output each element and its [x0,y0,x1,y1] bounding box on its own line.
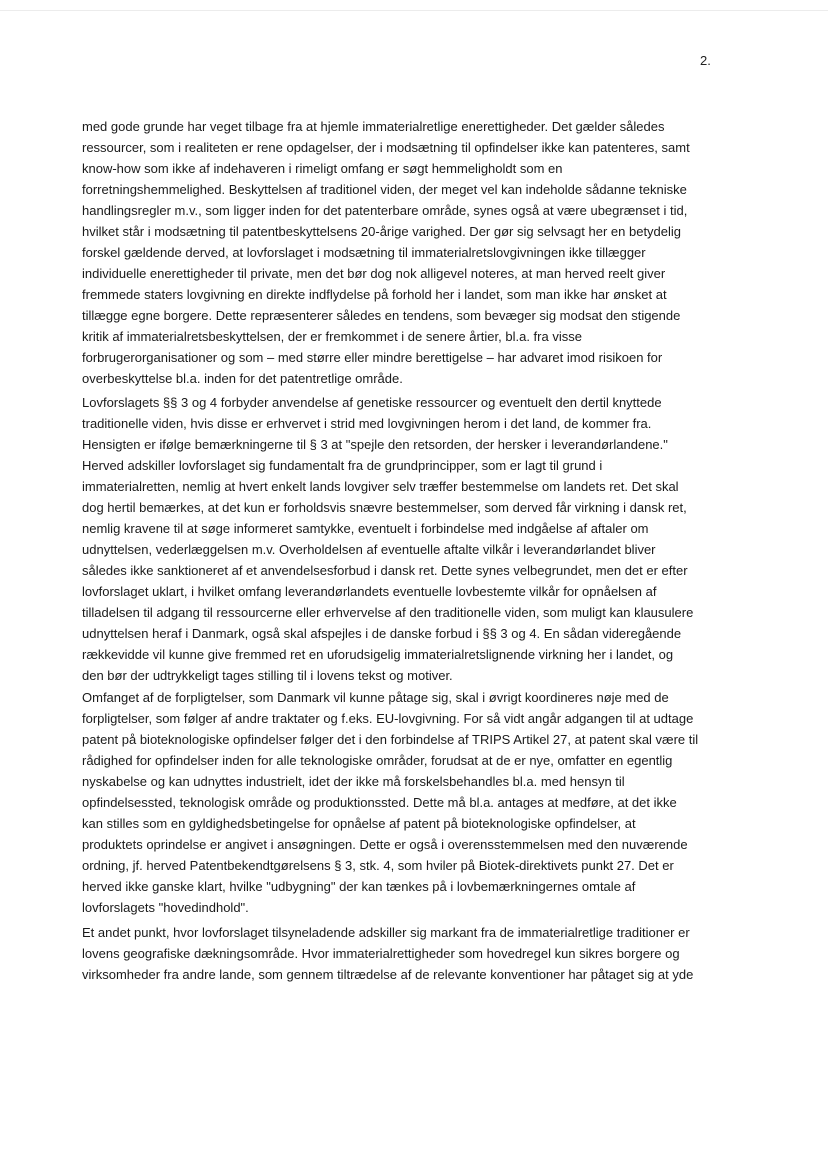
text-line: know-how som ikke af indehaveren i rimeligt omfang er søgt hemmeligholdt som en [82,161,563,176]
text-line: forpligtelser, som følger af andre traktater og f.eks. EU-lovgivning. For så vidt angår adgangen til at udtage [82,711,694,726]
text-line: med gode grunde har veget tilbage fra at hjemle immaterialretlige enerettigheder. Det gælder således [82,119,665,134]
text-line: ressourcer, som i realiteten er rene opdagelser, der i modsætning til opfindelser ikke kan patenteres, samt [82,140,690,155]
page-top-edge [0,10,828,11]
text-line: dog hertil bemærkes, at det kun er forholdsvis snævre bestemmelser, som derved får virkning i dansk ret, [82,500,687,515]
text-line: Omfanget af de forpligtelser, som Danmark vil kunne påtage sig, skal i øvrigt koordineres nøje med de [82,690,669,705]
text-line: udnyttelsen, vederlæggelsen m.v. Overholdelsen af eventuelle aftalte vilkår i leverandørlandet bliver [82,542,656,557]
text-line: produktets oprindelse er angivet i ansøgningen. Dette er også i overensstemmelsen med den nuværende [82,837,688,852]
text-line: rækkevidde vil kunne give fremmed ret en uforudsigelig immaterialretslignende virkning her i landet, og [82,647,674,662]
text-line: kan stilles som en gyldighedsbetingelse for opnåelse af patent på bioteknologiske opfindelser, at [82,816,636,831]
text-line: hvilket står i modsætning til patentbeskyttelsens 20-årige varighed. Der gør sig selvsagt her en betydelig [82,224,682,239]
text-line: herved ikke ganske klart, hvilke "udbygning" der kan tænkes på i lovbemærkningernes omtale af [82,879,636,894]
text-line: traditionelle viden, hvis disse er erhvervet i strid med lovgivningen herom i det land, de kommer fra. [82,416,652,431]
text-line: immaterialretten, nemlig at hvert enkelt lands lovgiver selv træffer bestemmelse om landets ret. Det skal [82,479,679,494]
text-line: opfindelsessted, teknologisk område og produktionssted. Dette må bl.a. antages at medføre, at det ikke [82,795,677,810]
text-line: lovforslaget uklart, i hvilket omfang leverandørlandets eventuelle lovbestemte vilkår for opnåelsen af [82,584,657,599]
text-line: overbeskyttelse bl.a. inden for det patentretlige område. [82,371,403,386]
text-line: Hensigten er ifølge bemærkningerne til § 3 at "spejle den retsorden, der hersker i leverandørlandene." [82,437,668,452]
text-line: nemlig kravene til at søge informeret samtykke, eventuelt i forbindelse med indgåelse af aftaler om [82,521,649,536]
text-line: handlingsregler m.v., som ligger inden for det patenterbare område, synes også at være ubegrænset i tid, [82,203,688,218]
text-line: patent på bioteknologiske opfindelser følger det i den forbindelse af TRIPS Artikel 27, at patent skal være til [82,732,699,747]
text-line: forretningshemmelighed. Beskyttelsen af traditionel viden, der meget vel kan indeholde sådanne tekniske [82,182,687,197]
text-line: tilladelsen til adgang til ressourcerne eller erhvervelse af den traditionelle viden, som muligt kan klausulere [82,605,694,620]
page-number: 2. [700,53,711,68]
text-line: tillægge egne borgere. Dette repræsenterer således en tendens, som bevæger sig modsat den stigende [82,308,681,323]
text-line: virksomheder fra andre lande, som gennem tiltrædelse af de relevante konventioner har påtaget sig at yde [82,967,694,982]
text-line: forskel gældende derved, at lovforslaget i modsætning til immaterialretslovgivningen ikke tillægger [82,245,646,260]
text-line: Herved adskiller lovforslaget sig fundamentalt fra de grundprincipper, som er lagt til grund i [82,458,603,473]
text-line: Et andet punkt, hvor lovforslaget tilsyneladende adskiller sig markant fra de immaterialretlige traditioner er [82,925,690,940]
text-line: Lovforslagets §§ 3 og 4 forbyder anvendelse af genetiske ressourcer og eventuelt den dertil knyttede [82,395,662,410]
text-line: fremmede staters lovgivning en direkte indflydelse på forhold her i landet, som man ikke har ønsket at [82,287,667,302]
paragraph-4 [82,922,746,985]
paragraph-1 [82,116,746,389]
text-line: rådighed for opfindelser inden for alle teknologiske områder, forudsat at de er nye, omfatter en egentlig [82,753,673,768]
text-line: individuelle enerettigheder til private, men det bør dog nok alligevel noteres, at man herved reelt giver [82,266,666,281]
text-line: således ikke sanktioneret af et anvendelsesforbud i dansk ret. Dette synes velbegrundet, men det er efter [82,563,688,578]
text-line: udnyttelsen heraf i Danmark, også skal afspejles i de danske forbud i §§ 3 og 4. En sådan videregående [82,626,682,641]
text-line: lovforslagets "hovedindhold". [82,900,249,915]
text-line: nyskabelse og kan udnyttes industrielt, idet der ikke må forskelsbehandles bl.a. med hensyn til [82,774,625,789]
text-line: lovens geografiske dækningsområde. Hvor immaterialrettigheder som hovedregel kun sikres borgere og [82,946,680,961]
text-line: forbrugerorganisationer og som – med større eller mindre berettigelse – har advaret imod risikoen for [82,350,663,365]
paragraph-2 [82,392,746,686]
paragraph-3 [82,687,746,918]
text-line: kritik af immaterialretsbeskyttelsen, der er fremkommet i de senere årtier, bl.a. fra visse [82,329,582,344]
text-line: den bør der udtrykkeligt tages stilling til i lovens tekst og motiver. [82,668,453,683]
text-line: ordning, jf. herved Patentbekendtgørelsens § 3, stk. 4, som hviler på Biotek-direktivets punkt 27. Det er [82,858,674,873]
